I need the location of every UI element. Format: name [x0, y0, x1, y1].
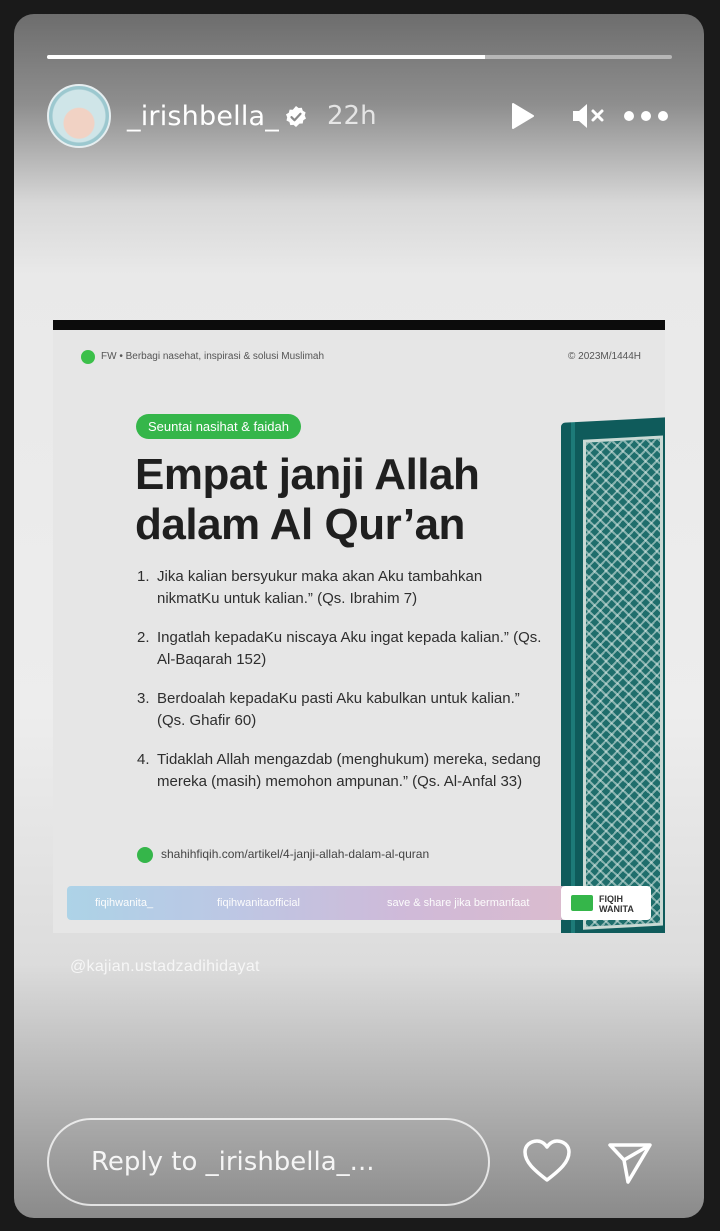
list-item-text: Tidaklah Allah mengazdab (menghukum) mereka, sedang mereka (masih) memohon ampunan.” (Qs. Al-Anfal 33): [157, 751, 541, 790]
quran-book-image: [561, 417, 665, 933]
list-item: [137, 749, 547, 793]
mute-icon[interactable]: [570, 100, 606, 132]
footer-telegram: fiqihwanitaofficial: [217, 897, 300, 909]
source-link: shahihfiqih.com/artikel/4-janji-allah-dalam-al-quran: [161, 847, 430, 861]
link-icon: [137, 847, 153, 863]
list-item: [137, 566, 547, 610]
brand-line: FW • Berbagi nasehat, inspirasi & solusi Muslimah: [101, 351, 325, 362]
list-item-number: 3.: [137, 690, 150, 707]
list-item-number: 4.: [137, 751, 150, 768]
story-progress-fill: [47, 55, 485, 59]
fw-logo-dot: [81, 350, 95, 364]
avatar[interactable]: [47, 84, 111, 148]
post-title: Empat janji Allah dalam Al Qur’an: [135, 450, 480, 549]
list-item: [137, 688, 547, 732]
more-icon[interactable]: [622, 108, 670, 124]
send-icon[interactable]: [606, 1138, 654, 1186]
list-item-text: Jika kalian bersyukur maka akan Aku tambahkan nikmatKu untuk kalian.” (Qs. Ibrahim 7): [157, 568, 483, 607]
post-tag: Seuntai nasihat & faidah: [136, 414, 301, 439]
play-icon[interactable]: [507, 101, 537, 131]
source-link-row: [137, 845, 437, 863]
promise-list: [137, 566, 547, 810]
story-viewer: [14, 14, 704, 1218]
footer-instagram: fiqihwanita_: [95, 897, 154, 909]
story-progress-bar: [47, 55, 672, 59]
logo-text: FIQIH WANITA: [599, 894, 634, 914]
list-item-number: 1.: [137, 568, 150, 585]
list-item: [137, 627, 547, 671]
post-time: 22h: [327, 101, 377, 131]
fiqih-wanita-logo: [561, 886, 651, 920]
verified-icon: [284, 105, 308, 129]
footer-share: save & share jika bermanfaat: [387, 897, 530, 909]
post-footer-bar: [67, 886, 567, 920]
story-post-image[interactable]: [53, 320, 665, 933]
heart-icon[interactable]: [522, 1138, 572, 1184]
list-item-text: Berdoalah kepadaKu pasti Aku kabulkan untuk kalian.” (Qs. Ghafir 60): [157, 690, 520, 729]
story-header: [47, 84, 672, 148]
logo-mark: [571, 895, 593, 911]
post-brand-bar: [81, 348, 641, 368]
content-credit: @kajian.ustadzadihidayat: [70, 958, 260, 975]
list-item-number: 2.: [137, 629, 150, 646]
reply-input[interactable]: [47, 1118, 490, 1206]
list-item-text: Ingatlah kepadaKu niscaya Aku ingat kepada kalian.” (Qs. Al-Baqarah 152): [157, 629, 542, 668]
username[interactable]: _irishbella_: [127, 101, 279, 132]
quran-cover-pattern: [583, 436, 663, 930]
copyright: © 2023M/1444H: [568, 351, 641, 362]
